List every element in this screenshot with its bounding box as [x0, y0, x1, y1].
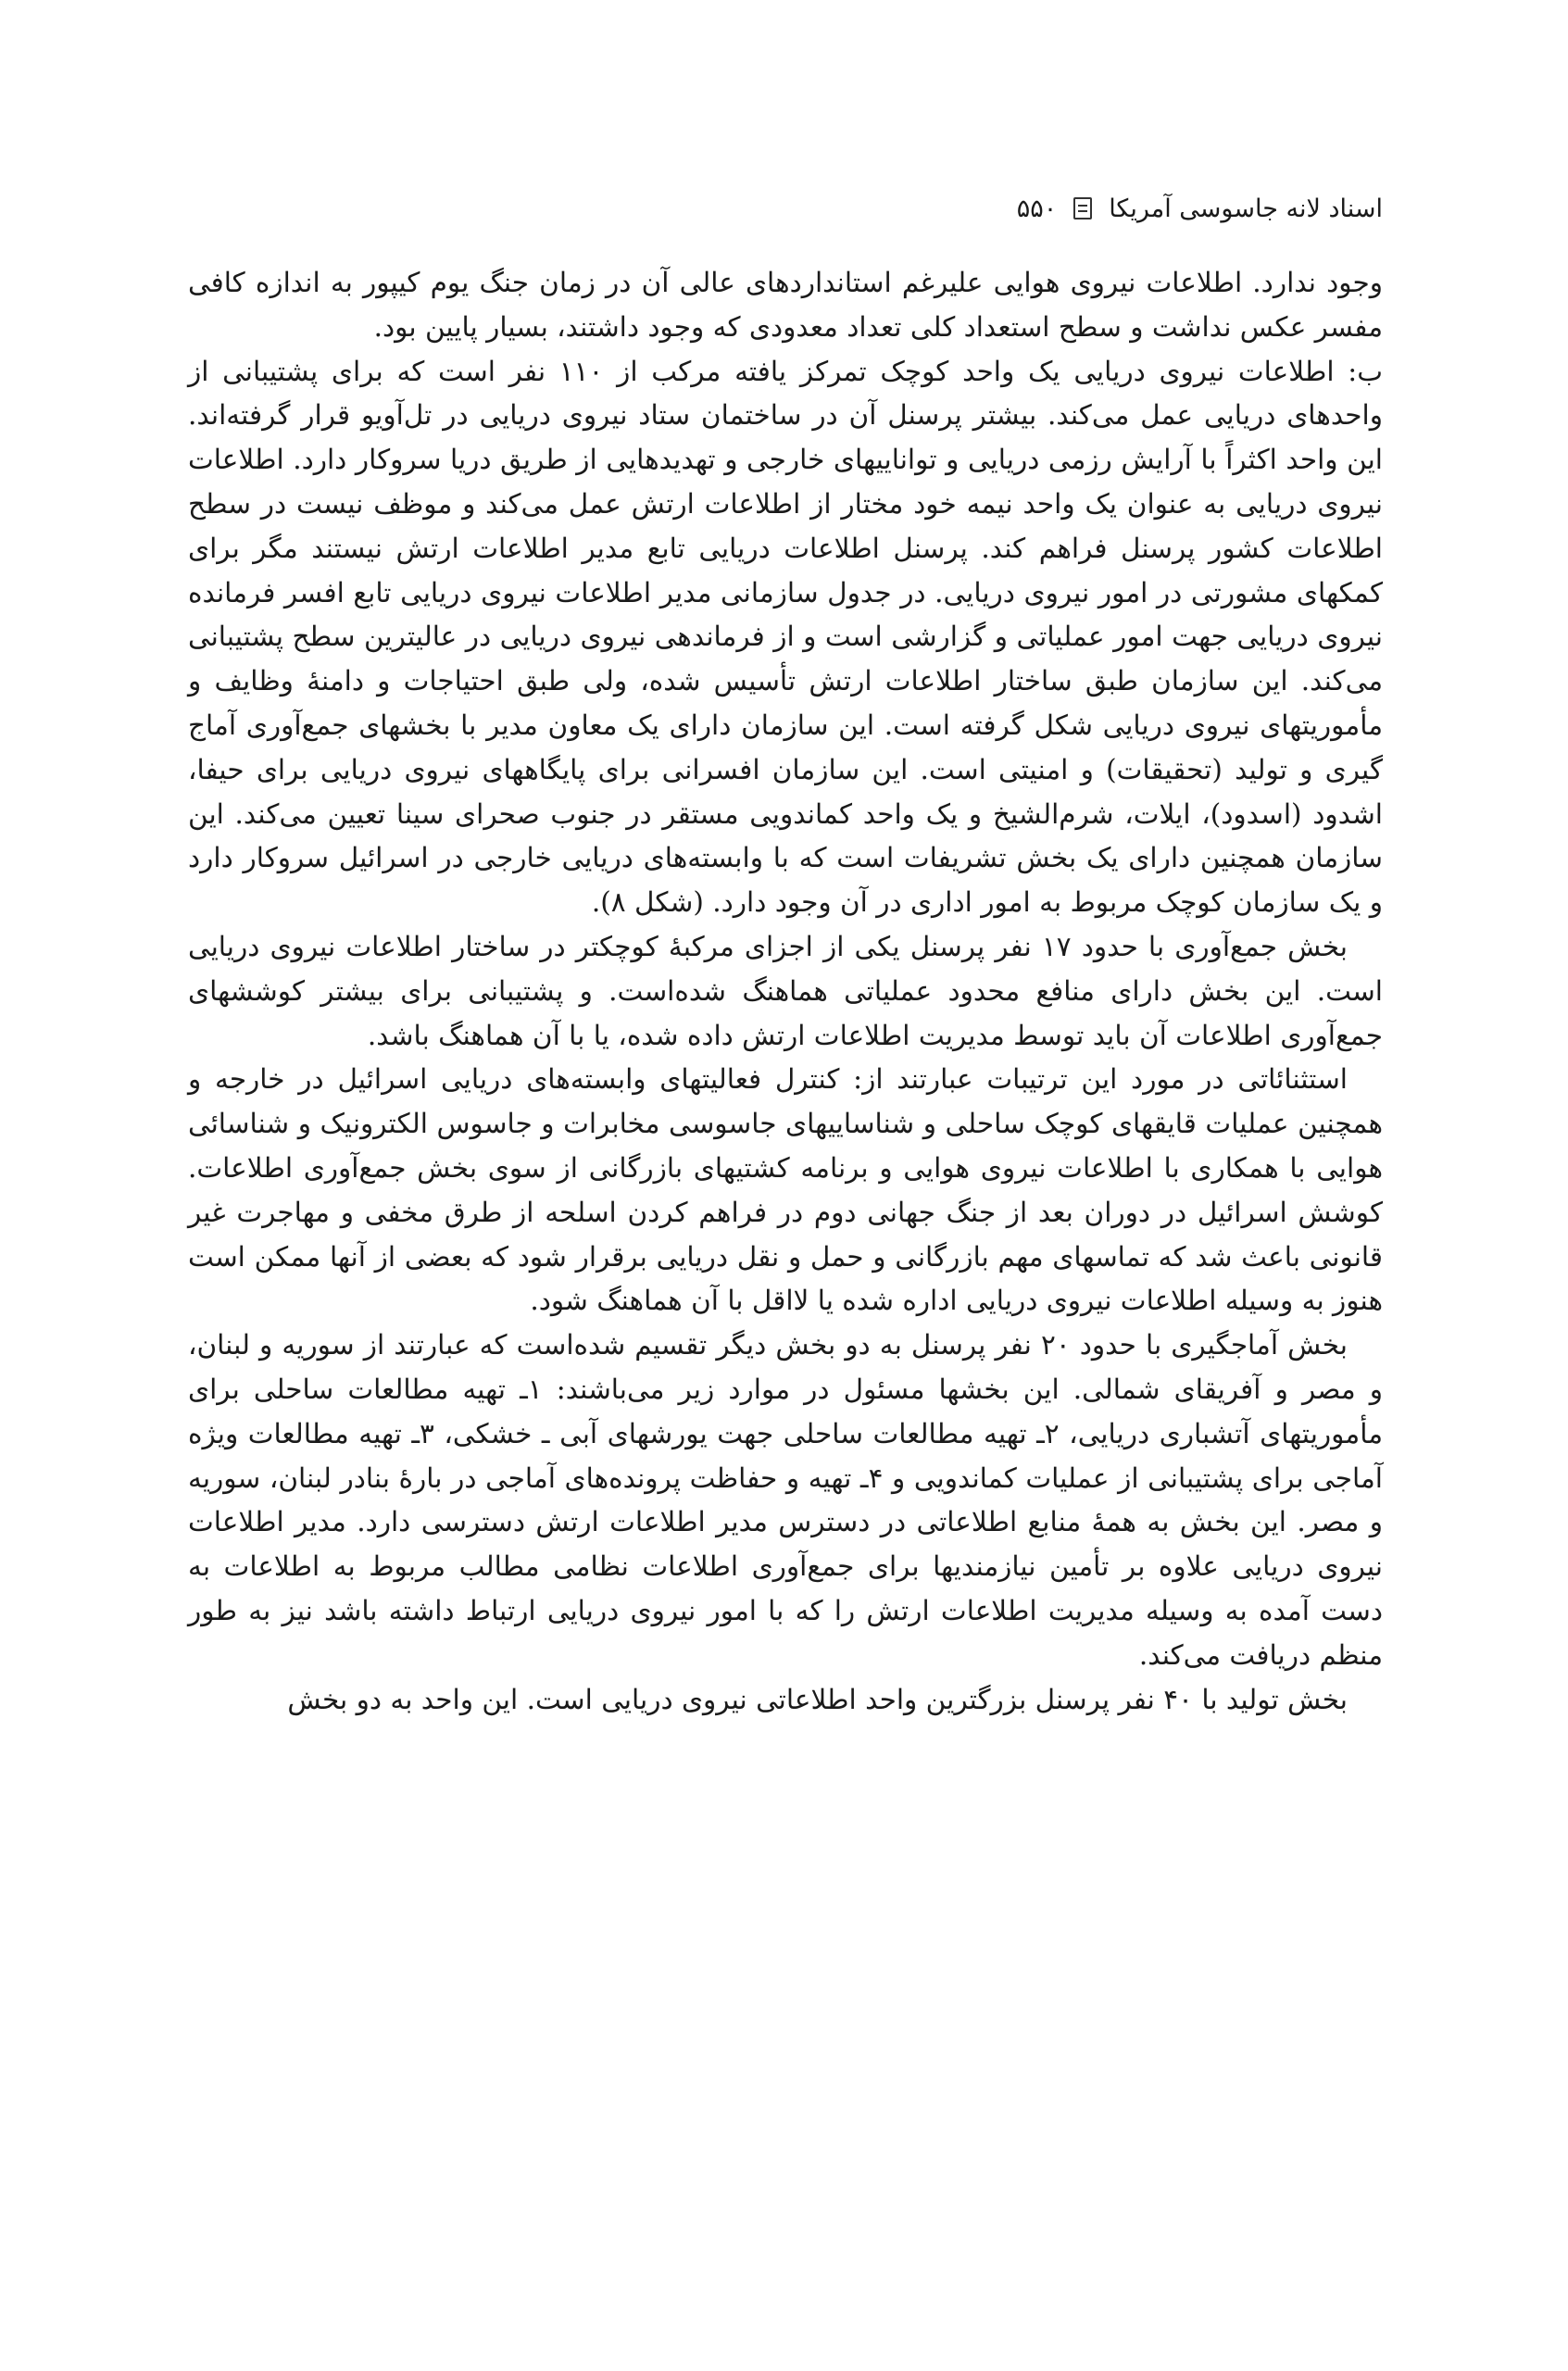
page-number: ۵۵۰ [1016, 194, 1058, 223]
page-header [188, 185, 1383, 232]
page-icon [1073, 197, 1092, 220]
body-text [188, 261, 1383, 1722]
running-title: اسناد لانه جاسوسی آمریکا [1109, 194, 1383, 223]
paragraph: بخش تولید با ۴۰ نفر پرسنل بزرگترین واحد اطلاعاتی نیروی دریایی است. این واحد به دو بخش [287, 1683, 1348, 1715]
paragraph: ب: اطلاعات نیروی دریایی یک واحد کوچک تمرکز یافته مرکب از ۱۱۰ نفر است که برای پشتیبانی از واحدهای دریایی عمل می‌کند. بیشتر پرسنل آن در ساختمان ستاد نیروی دریایی در تل‌آویو قرار گرفته‌اند. این واحد اکثراً با آرایش رزمی دریایی و تواناییهای خارجی و تهدیدهایی از طریق دریا سروکار دارد. اطلاعات نیروی دریایی به عنوان یک واحد نیمه خود مختار از اطلاعات ارتش عمل می‌کند و موظف نیست در سطح اطلاعات کشور پرسنل فراهم کند. پرسنل اطلاعات دریایی تابع مدیر اطلاعات ارتش نیستند مگر برای کمکهای مشورتی در امور نیروی دریایی. در جدول سازمانی مدیر اطلاعات نیروی دریایی تابع افسر فرمانده نیروی دریایی جهت امور عملیاتی و گزارشی است و از فرماندهی نیروی دریایی در عالیترین سطح پشتیبانی می‌کند. این سازمان طبق ساختار اطلاعات ارتش تأسیس شده، ولی طبق احتیاجات و دامنهٔ وظایف و مأموریتهای نیروی دریایی شکل گرفته است. این سازمان دارای یک معاون مدیر با بخشهای جمع‌آوری آماج گیری و تولید (تحقیقات) و امنیتی است. این سازمان افسرانی برای پایگاههای نیروی دریایی برای حیفا، اشدود (اسدود)، ایلات، شرم‌الشیخ و یک واحد کماندویی مستقر در جنوب صحرای سینا تعیین می‌کند. این سازمان همچنین دارای یک بخش تشریفات است که با وابسته‌های دریایی خارجی در اسرائیل سروکار دارد و یک سازمان کوچک مربوط به امور اداری در آن وجود دارد. (شکل ۸). [188, 355, 1383, 919]
paragraph: استثنائاتی در مورد این ترتیبات عبارتند از: کنترل فعالیتهای وابسته‌های دریایی اسرائیل در خارجه و همچنین عملیات قایقهای کوچک ساحلی و شناساییهای جاسوسی مخابرات و جاسوس الکترونیک و شناسائی هوایی با همکاری با اطلاعات نیروی هوایی و برنامه کشتیهای بازرگانی از سوی بخش جمع‌آوری اطلاعات. کوشش اسرائیل در دوران بعد از جنگ جهانی دوم در فراهم کردن اسلحه از طرق مخفی و مهاجرت غیر قانونی باعث شد که تماسهای مهم بازرگانی و حمل و نقل دریایی برقرار شود که بعضی از آنها ممکن است هنوز به وسیله اطلاعات نیروی دریایی اداره شده یا لااقل با آن هماهنگ شود. [188, 1063, 1383, 1317]
paragraph: بخش آماجگیری با حدود ۲۰ نفر پرسنل به دو بخش دیگر تقسیم شده‌است که عبارتند از سوریه و لبنان، و مصر و آفریقای شمالی. این بخشها مسئول در موارد زیر می‌باشند: ۱ـ تهیه مطالعات ساحلی برای مأموریتهای آتشباری دریایی، ۲ـ تهیه مطالعات ساحلی جهت یورشهای آبی ـ خشکی، ۳ـ تهیه مطالعات ویژه آماجی برای پشتیبانی از عملیات کماندویی و ۴ـ تهیه و حفاظت پرونده‌های آماجی در بارهٔ بنادر لبنان، سوریه و مصر. این بخش به همهٔ منابع اطلاعاتی در دسترس مدیر اطلاعات ارتش دسترسی دارد. مدیر اطلاعات نیروی دریایی علاوه بر تأمین نیازمندیها برای جمع‌آوری اطلاعات نظامی مطالب مربوط به اطلاعات به دست آمده به وسیله مدیریت اطلاعات ارتش را که با امور نیروی دریایی ارتباط داشته باشد نیز به طور منظم دریافت می‌کند. [188, 1329, 1384, 1671]
paragraph: بخش جمع‌آوری با حدود ۱۷ نفر پرسنل یکی از اجزای مرکبهٔ کوچکتر در ساختار اطلاعات نیروی دریایی است. این بخش دارای منافع محدود عملیاتی هماهنگ شده‌است. و پشتیبانی برای بیشتر کوششهای جمع‌آوری اطلاعات آن باید توسط مدیریت اطلاعات ارتش داده شده، یا با آن هماهنگ باشد. [188, 930, 1383, 1051]
paragraph: وجود ندارد. اطلاعات نیروی هوایی علیرغم استانداردهای عالی آن در زمان جنگ یوم کیپور به اندازه کافی مفسر عکس نداشت و سطح استعداد کلی تعداد معدودی که وجود داشتند، بسیار پایین بود. [188, 267, 1383, 343]
